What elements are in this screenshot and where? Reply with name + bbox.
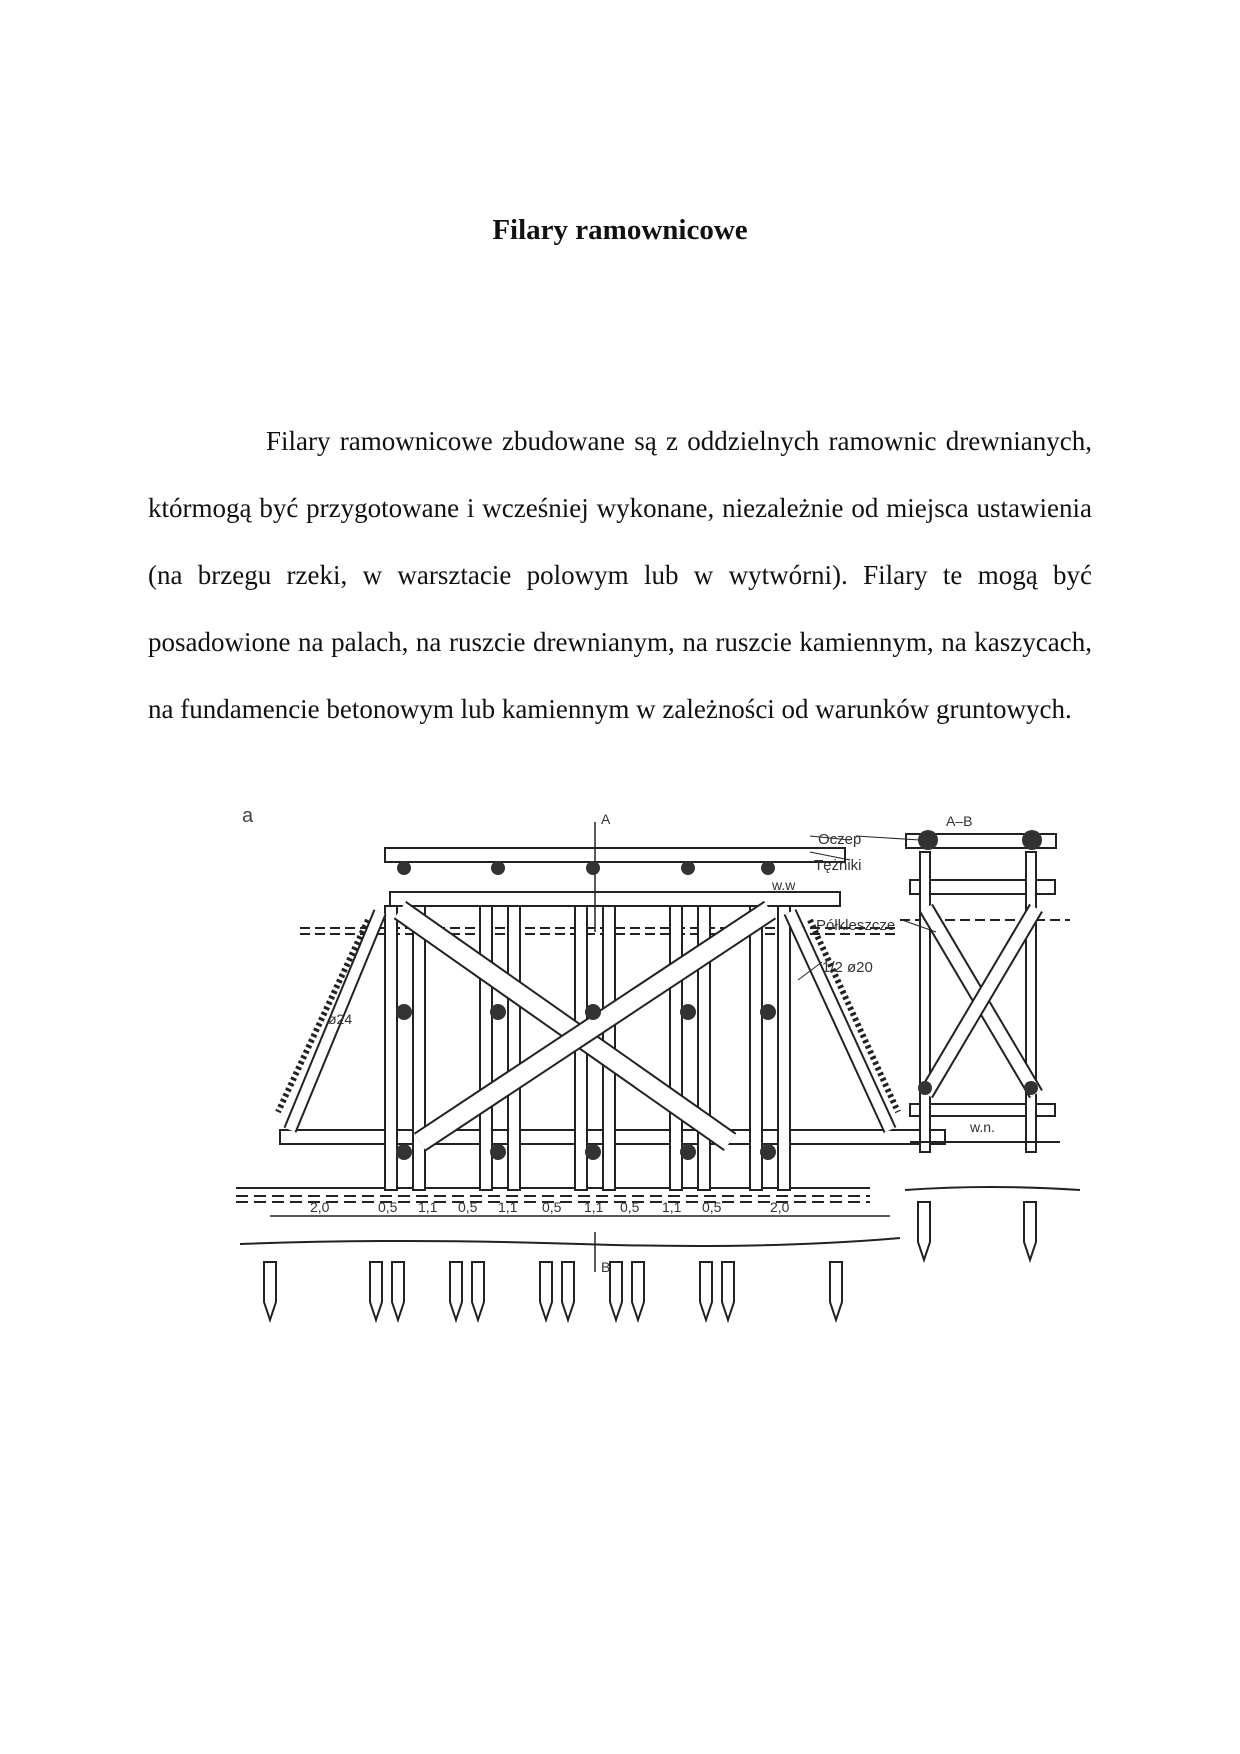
dimension-0: 2,0 bbox=[310, 1199, 330, 1215]
pier-drawing-figure bbox=[242, 805, 1230, 1332]
body-paragraph: Filary ramownicowe zbudowane są z oddzielnych ramownic drewnianych, którmogą być przygotowane i wcześniej wykonane, niezależnie od miejsca ustawienia (na brzegu rzeki, w warsztacie polowym lub w wytwórni). Filary te mogą być posadowione na palach, na ruszcie drewnianym, na ruszcie kamiennym, na kaszycach, na fundamencie betonowym lub kamiennym w zależności od warunków gruntowych. bbox=[148, 426, 1092, 724]
dimension-1: 0,5 bbox=[378, 1199, 398, 1215]
label-wn: w.n. bbox=[970, 1119, 995, 1135]
label-oczep: Oczep bbox=[818, 831, 862, 848]
dimension-2: 1,1 bbox=[418, 1199, 438, 1215]
dimension-7: 0,5 bbox=[620, 1199, 640, 1215]
dimension-9: 0,5 bbox=[702, 1199, 722, 1215]
label-tezniki: Tężniki bbox=[814, 857, 862, 874]
dimension-4: 1,1 bbox=[498, 1199, 518, 1215]
page-title: Filary ramownicowe bbox=[492, 214, 748, 246]
dimension-6: 1,1 bbox=[584, 1199, 604, 1215]
panel-label: a bbox=[242, 805, 254, 827]
section-view-title: A–B bbox=[946, 813, 973, 829]
section-mark-top: A bbox=[601, 811, 611, 827]
section-mark-bottom: B bbox=[601, 1259, 611, 1275]
pier-drawing bbox=[242, 805, 1230, 1332]
dimension-10: 2,0 bbox=[770, 1199, 790, 1215]
label-polkleszcze: Półkleszcze bbox=[816, 917, 896, 934]
dimension-8: 1,1 bbox=[662, 1199, 682, 1215]
label-ww: w.w bbox=[772, 877, 796, 893]
label-half-d20: 1/2 ø20 bbox=[822, 959, 873, 976]
front-elevation bbox=[236, 822, 945, 1320]
dimension-5: 0,5 bbox=[542, 1199, 562, 1215]
label-d24: ø24 bbox=[328, 1011, 353, 1027]
dimension-3: 0,5 bbox=[458, 1199, 478, 1215]
